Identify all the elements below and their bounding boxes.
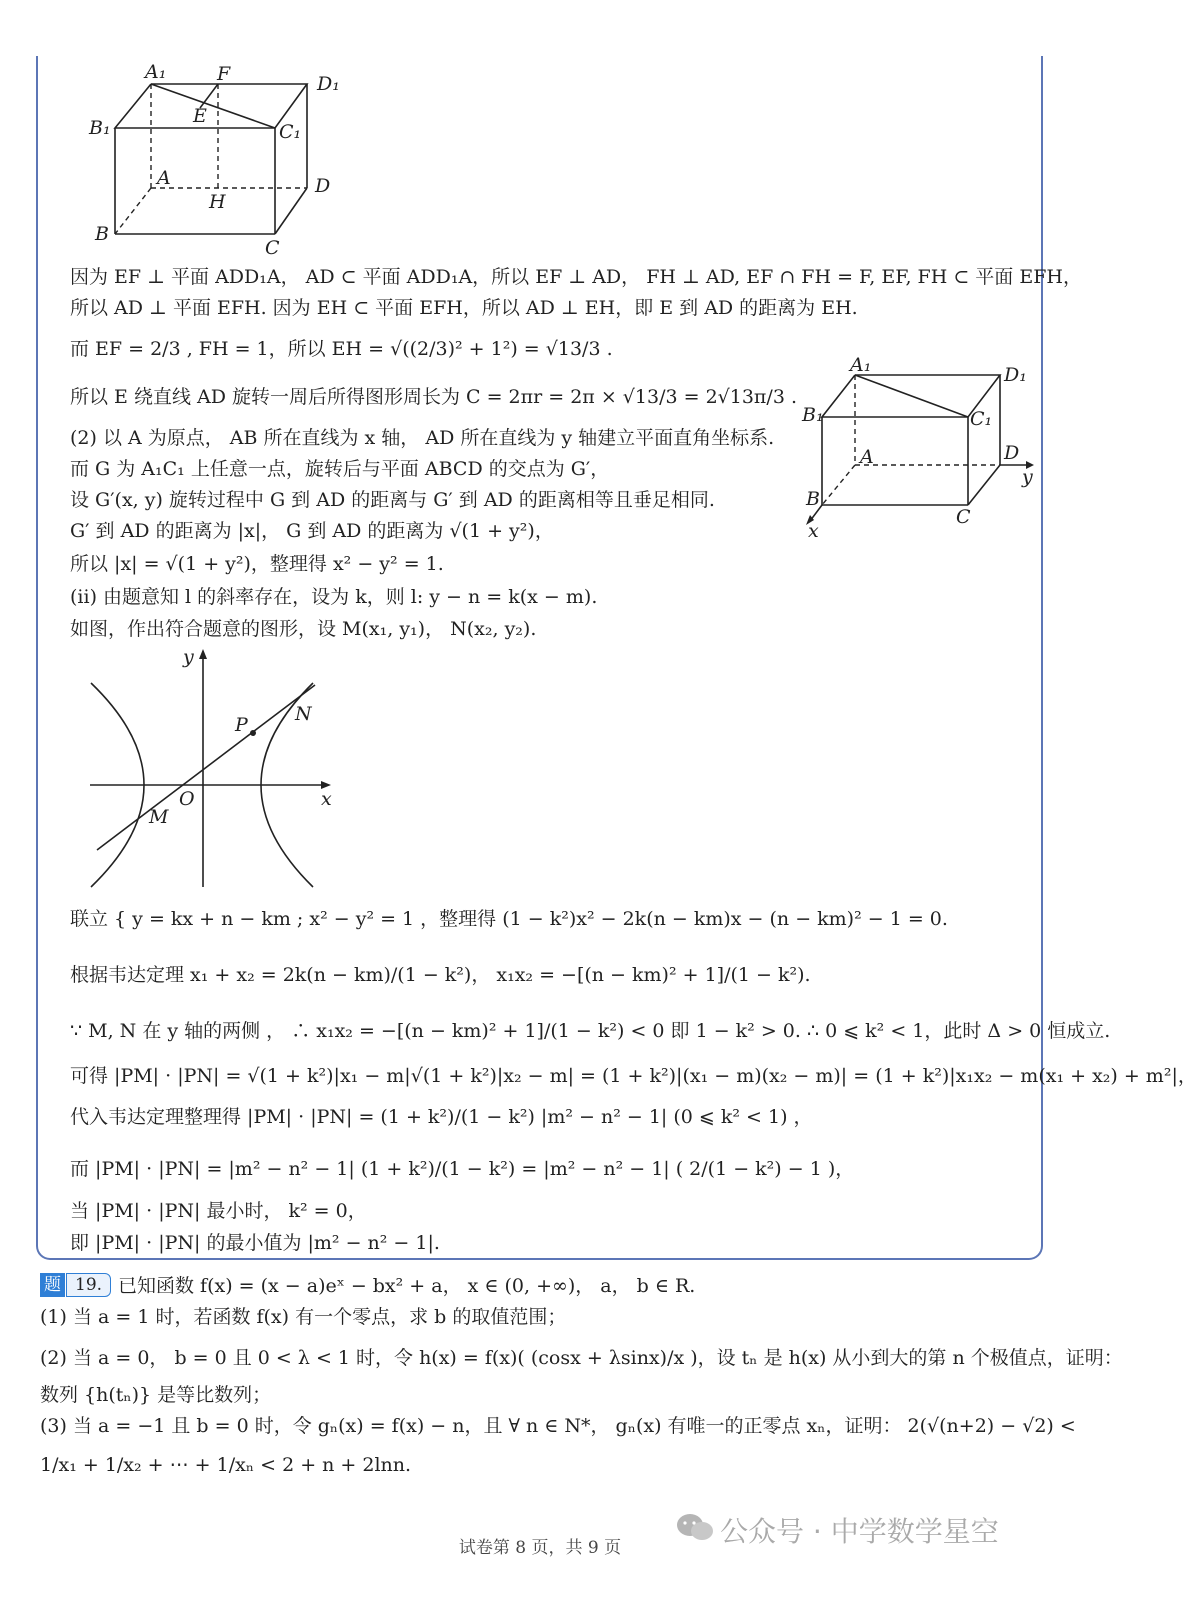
solution-line-19: 即 |PM| · |PN| 的最小值为 |m² − n² − 1|. xyxy=(70,1232,440,1254)
label-d-2: D xyxy=(1004,442,1020,464)
cuboid-figure-1 xyxy=(85,58,355,258)
watermark: 公众号 · 中学数学星空 xyxy=(720,1515,999,1548)
label-f: F xyxy=(217,63,231,85)
solution-line-10: (ii) 由题意知 l 的斜率存在，设为 k，则 l: y − n = k(x − m). xyxy=(70,586,598,608)
label-h: H xyxy=(209,191,226,213)
solution-line-8: G′ 到 AD 的距离为 |x|， G 到 AD 的距离为 √(1 + y²)， xyxy=(70,520,554,542)
label-d1: D₁ xyxy=(317,73,340,95)
label-p: P xyxy=(235,714,248,736)
question-number: 19. xyxy=(66,1273,111,1297)
label-n: N xyxy=(295,703,312,725)
label-b1-2: B₁ xyxy=(802,404,824,426)
label-y-2: y xyxy=(1022,466,1033,488)
solution-line-6: 而 G 为 A₁C₁ 上任意一点，旋转后与平面 ABCD 的交点为 G′， xyxy=(70,458,610,480)
question-stem: 已知函数 f(x) = (x − a)eˣ − bx² + a， x ∈ (0, +∞)， a， b ∈ R. xyxy=(118,1275,696,1297)
solution-line-16: 代入韦达定理整理得 |PM| · |PN| = (1 + k²)/(1 − k²) |m² − n² − 1| (0 ⩽ k² < 1) ， xyxy=(70,1106,813,1128)
label-d: D xyxy=(315,175,331,197)
label-a: A xyxy=(157,167,171,189)
label-x-3: x xyxy=(321,788,332,810)
label-c-2: C xyxy=(956,506,971,528)
label-b1: B₁ xyxy=(89,117,111,139)
label-y-3: y xyxy=(183,646,194,668)
label-m: M xyxy=(149,806,169,828)
solution-line-1: 因为 EF ⊥ 平面 ADD₁A， AD ⊂ 平面 ADD₁A，所以 EF ⊥ AD， FH ⊥ AD, EF ∩ FH = F, EF, FH ⊂ 平面 EFH， xyxy=(70,266,1082,288)
label-x-2: x xyxy=(808,520,819,542)
label-d1-2: D₁ xyxy=(1004,364,1027,386)
question-part-3-cont: 1/x₁ + 1/x₂ + ⋯ + 1/xₙ < 2 + n + 2lnn. xyxy=(40,1454,412,1476)
solution-line-17: 而 |PM| · |PN| = |m² − n² − 1| (1 + k²)/(1 − k²) = |m² − n² − 1| ( 2/(1 − k²) − 1 )， xyxy=(70,1158,855,1180)
label-e: E xyxy=(193,105,207,127)
solution-line-18: 当 |PM| · |PN| 最小时， k² = 0， xyxy=(70,1200,367,1222)
solution-line-11: 如图，作出符合题意的图形，设 M(x₁, y₁)， N(x₂, y₂). xyxy=(70,618,537,640)
label-a1-2: A₁ xyxy=(850,354,872,376)
solution-line-15: 可得 |PM| · |PN| = √(1 + k²)|x₁ − m|√(1 + k²)|x₂ − m| = (1 + k²)|(x₁ − m)(x₂ − m)| = (1 + k²)|x₁x₂ − m(x₁ + x₂) + m²|， xyxy=(70,1065,1197,1087)
solution-line-12: 联立 { y = kx + n − km ; x² − y² = 1 ，整理得 (1 − k²)x² − 2k(n − km)x − (n − km)² − 1 = 0. xyxy=(70,908,948,930)
label-o: O xyxy=(179,788,195,810)
solution-line-3: 而 EF = 2/3 , FH = 1，所以 EH = √((2/3)² + 1²) = √13/3 . xyxy=(70,338,613,360)
label-b-2: B xyxy=(806,488,820,510)
label-c1-2: C₁ xyxy=(970,408,993,430)
question-part-1: (1) 当 a = 1 时，若函数 f(x) 有一个零点，求 b 的取值范围； xyxy=(40,1306,567,1328)
solution-line-4: 所以 E 绕直线 AD 旋转一周后所得图形周长为 C = 2πr = 2π × √13/3 = 2√13π/3 . xyxy=(70,386,797,408)
question-part-3: (3) 当 a = −1 且 b = 0 时，令 gₙ(x) = f(x) − n，且 ∀ n ∈ N*， gₙ(x) 有唯一的正零点 xₙ，证明： 2(√(n+2) − √2) < xyxy=(40,1415,1076,1437)
label-c: C xyxy=(265,237,280,259)
solution-line-14: ∵ M, N 在 y 轴的两侧 ， ∴ x₁x₂ = −[(n − km)² + 1]/(1 − k²) < 0 即 1 − k² > 0. ∴ 0 ⩽ k² < 1，此时 Δ > 0 恒成立. xyxy=(70,1020,1111,1042)
solution-line-2: 所以 AD ⊥ 平面 EFH. 因为 EH ⊂ 平面 EFH，所以 AD ⊥ EH，即 E 到 AD 的距离为 EH. xyxy=(70,297,858,319)
hyperbola-figure xyxy=(85,645,345,895)
label-a-2: A xyxy=(860,446,874,468)
label-c1: C₁ xyxy=(279,121,302,143)
cuboid-figure-2 xyxy=(800,355,1040,540)
question-part-2: (2) 当 a = 0， b = 0 且 0 < λ < 1 时，令 h(x) = f(x)( (cosx + λsinx)/x )，设 tₙ 是 h(x) 从小到大的第 n 个极值点，证明： xyxy=(40,1347,1123,1369)
solution-line-13: 根据韦达定理 x₁ + x₂ = 2k(n − km)/(1 − k²)， x₁x₂ = −[(n − km)² + 1]/(1 − k²). xyxy=(70,964,811,986)
label-b: B xyxy=(95,223,109,245)
page-footer: 试卷第 8 页，共 9 页 xyxy=(458,1538,622,1558)
solution-line-5: (2) 以 A 为原点， AB 所在直线为 x 轴， AD 所在直线为 y 轴建立平面直角坐标系. xyxy=(70,427,775,449)
label-a1: A₁ xyxy=(145,61,167,83)
solution-line-9: 所以 |x| = √(1 + y²)，整理得 x² − y² = 1. xyxy=(70,553,444,575)
question-part-2-cont: 数列 {h(tₙ)} 是等比数列； xyxy=(40,1384,272,1406)
question-tag: 题 xyxy=(40,1273,65,1297)
solution-line-7: 设 G′(x, y) 旋转过程中 G 到 AD 的距离与 G′ 到 AD 的距离相等且垂足相同. xyxy=(70,489,715,511)
